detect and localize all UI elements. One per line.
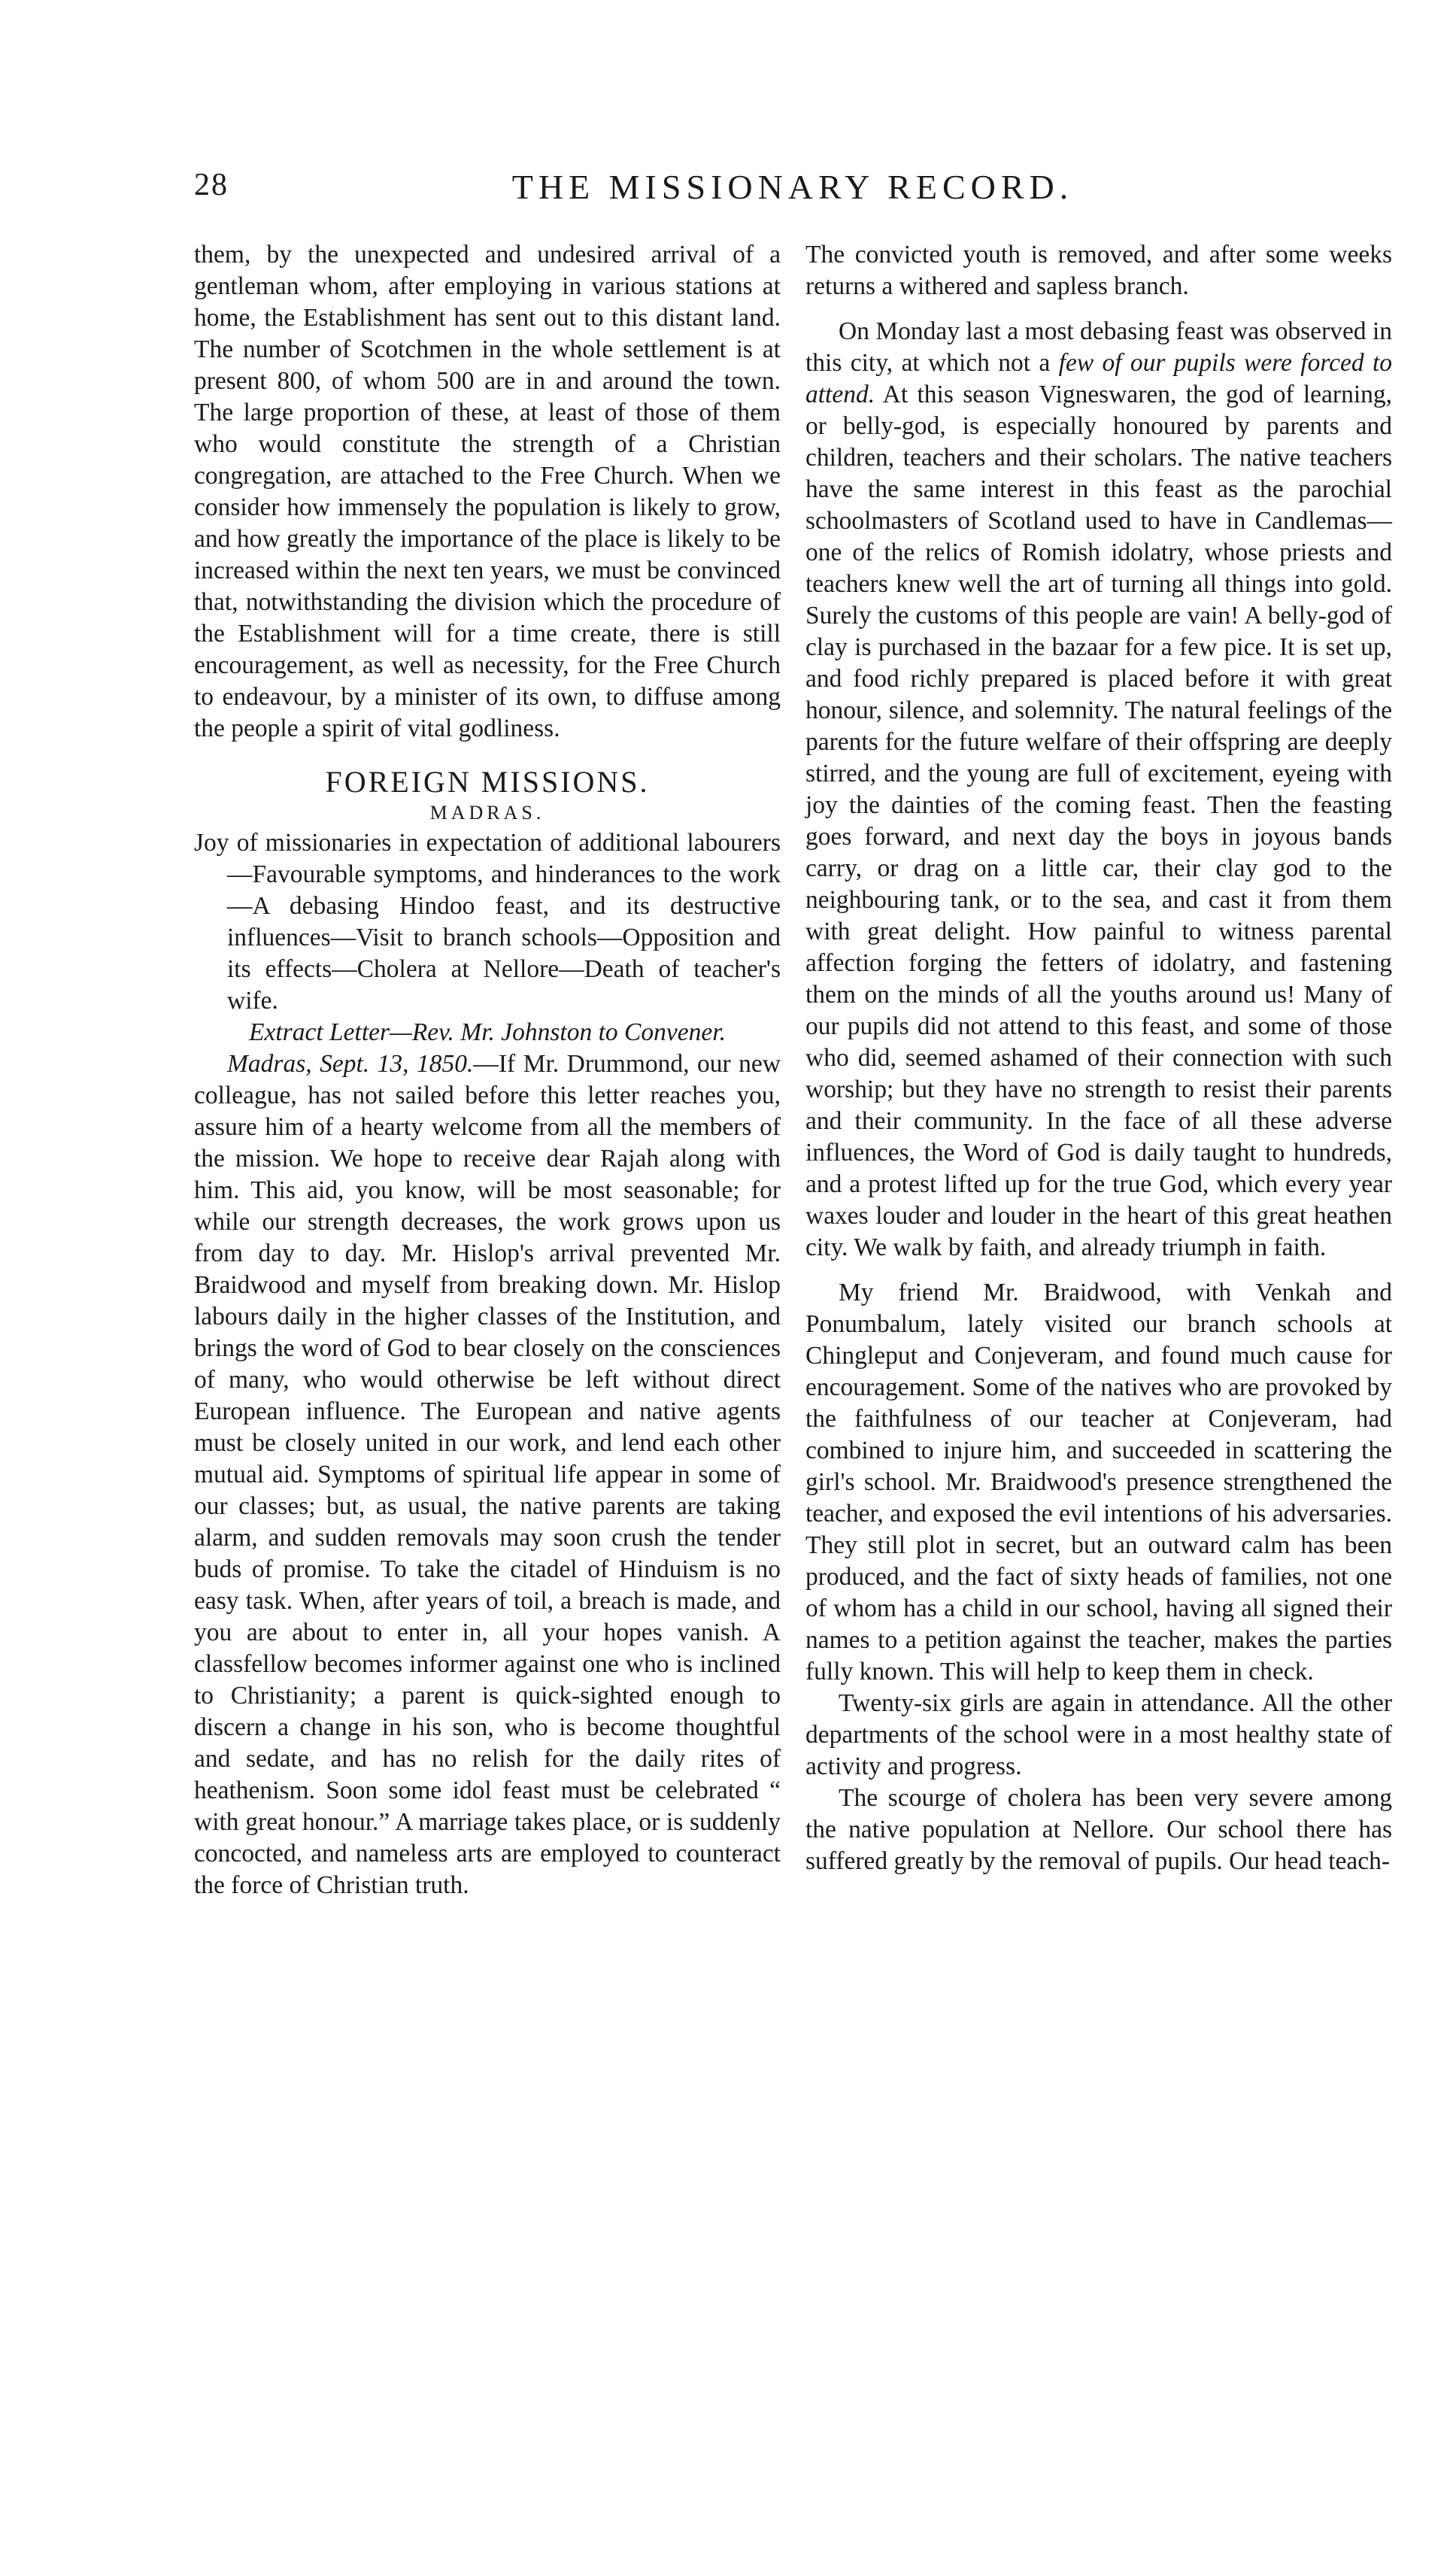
letter-paragraph-1 — [194, 1048, 781, 1901]
right-paragraph-1: The convicted youth is removed, and after some weeks returns a withered and sapless branch. — [805, 241, 1392, 300]
running-title: THE MISSIONARY RECORD. — [511, 168, 1074, 206]
right-paragraph-5: The scourge of cholera has been very severe among the native population at Nellore. Our school there has suffered greatly by the removal of pupils. Our head teach- — [805, 1784, 1392, 1875]
paragraph-gap — [805, 302, 1392, 316]
left-column — [194, 239, 781, 1901]
right-paragraph-2-text-a: On Monday last a most debasing feast was observed in this city, at which not a — [805, 317, 1392, 377]
letter-paragraph-1-text: —If Mr. Drummond, our new colleague, has not sailed before this letter reaches you, assure him of a hearty welcome from all the members of the mission. We hope to receive dear Rajah along with him. This aid, you know, will be most seasonable; for while our strength decreases, the work grows upon us from day to day. Mr. Hislop's arrival prevented Mr. Braidwood and myself from breaking down. Mr. Hislop labours daily in the higher classes of the Institution, and brings the word of God to bear closely on the consciences of many, who would otherwise be left without direct European influence. The European and native agents must be closely united in our work, and lend each other mutual aid. Symptoms of spiritual life appear in some of our classes; but, as usual, the native parents are taking alarm, and sudden removals may soon crush the tender buds of promise. To take the citadel of Hinduism is no easy task. When, after years of toil, a breach is made, and you are about to enter in, all your hopes vanish. A classfellow becomes informer against one who is inclined to Christianity; a parent is quick-sighted enough to discern a change in his son, who is become thoughtful and sedate, and has no relish for the daily rites of heathenism. Soon some idol feast must be celebrated “ with great honour.” A marriage takes place, or is suddenly concocted, and nameless arts are employed to counteract the force of Christian truth. — [194, 1050, 781, 1899]
right-paragraph-2-italic: few of our pupils were forced to attend. — [805, 349, 1393, 408]
page-number: 28 — [194, 168, 229, 202]
extract-title: Extract Letter—Rev. Mr. Johnston to Convener. — [249, 1018, 726, 1046]
paragraph-gap — [805, 1264, 1392, 1277]
left-paragraph-1: them, by the unexpected and undesired arrival of a gentleman whom, after employing in various stations at home, the Establishment has sent out to this distant land. The number of Scotchmen in the whole settlement is at present 800, of whom 500 are in and around the town. The large proportion of these, at least of those of them who would constitute the strength of a Christian congregation, are attached to the Free Church. When we consider how immensely the population is likely to grow, and how greatly the importance of the place is likely to be increased within the next ten years, we must be convinced that, notwithstanding the division which the procedure of the Establishment will for a time create, there is still encouragement, as well as necessity, for the Free Church to endeavour, by a minister of its own, to diffuse among the people a spirit of vital godliness. — [194, 241, 781, 742]
section-summary: Joy of missionaries in expectation of additional labourers—Favourable symptoms, and hinderances to the work—A debasing Hindoo feast, and its destructive influences—Visit to branch schools—Opposition and its effects—Cholera at Nellore—Death of teacher's wife. — [194, 829, 781, 1015]
letter-dateline: Madras, Sept. 13, 1850. — [227, 1050, 474, 1078]
section-subheading: MADRAS. — [429, 802, 545, 824]
right-paragraph-4: Twenty-six girls are again in attendance. All the other departments of the school were in a most healthy state of activity and progress. — [805, 1689, 1392, 1780]
right-paragraph-3: My friend Mr. Braidwood, with Venkah and Ponumbalum, lately visited our branch schools at Chingleput and Conjeveram, and found much cause for encouragement. Some of the natives who are provoked by the faithfulness of our teacher at Conjeveram, had combined to injure him, and succeeded in scattering the girl's school. Mr. Braidwood's presence strengthened the teacher, and exposed the evil intentions of his adversaries. They still plot in secret, but an outward calm has been produced, and the fact of sixty heads of families, not one of whom has a child in our school, having all signed their names to a petition against the teacher, makes the parties fully known. This will help to keep them in check. — [805, 1279, 1392, 1685]
section-heading: FOREIGN MISSIONS. — [325, 765, 650, 799]
right-paragraph-2 — [805, 316, 1392, 1264]
right-column — [805, 239, 1392, 1877]
right-paragraph-2-text-b: At this season Vigneswaren, the god of learning, or belly-god, is especially honoured by parents and children, teachers and their scholars. The native teachers have the same interest in this feast as the parochial schoolmasters of Scotland used to have in Candlemas—one of the relics of Romish idolatry, whose priests and teachers knew well the art of turning all things into gold. Surely the customs of this people are vain! A belly-god of clay is purchased in the bazaar for a few pice. It is set up, and food richly prepared is placed before it with great honour, silence, and solemnity. The natural feelings of the parents for the future welfare of their offspring are deeply stirred, and the young are full of excitement, eyeing with joy the dainties of the coming feast. Then the feasting goes forward, and next day the boys in joyous bands carry, or drag on a little car, their clay god to the neighbouring tank, or to the sea, and cast it from them with great delight. How painful to witness parental affection forging the fetters of idolatry, and fastening them on the minds of all the youths around us! Many of our pupils did not attend to this feast, and some of those who did, seemed ashamed of their connection with such worship; but they have no strength to resist their parents and their community. In the face of all these adverse influences, the Word of God is daily taught to hundreds, and a protest lifted up for the true God, which every year waxes louder and louder in the heart of this great heathen city. We walk by faith, and already triumph in faith. — [805, 381, 1393, 1261]
page-header — [194, 167, 1391, 220]
